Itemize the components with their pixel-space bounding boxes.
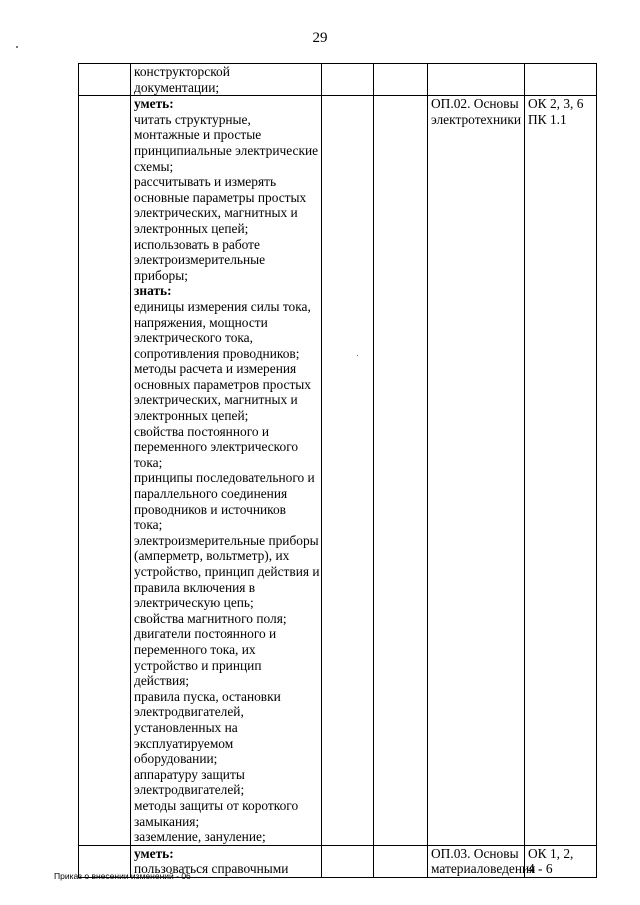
content-line: эксплуатируемом [134,735,234,751]
content-line: электродвигателей, [134,704,244,720]
content-line: правила пуска, остановки [134,688,281,704]
content-line: пользоваться справочными [134,861,289,877]
content-line: электрическую цепь; [134,595,254,611]
content-line: тока; [134,517,163,533]
content-line: напряжения, мощности [134,314,268,330]
content-line: конструкторской [134,64,230,79]
content-line: схемы; [134,158,174,174]
footer-text: Приказ о внесении изменений - 06 [54,871,191,881]
competency-line: ОК 2, 3, 6 [528,96,584,112]
content-line: замыкания; [134,813,200,829]
content-line: электронных цепей; [134,408,249,424]
empty-cell [322,96,374,846]
section-heading: уметь: [134,96,174,112]
empty-cell [322,845,374,877]
content-line: читать структурные, [134,111,251,127]
section-heading: знать: [134,283,172,299]
index-cell [79,64,131,96]
content-line: двигатели постоянного и [134,626,277,642]
empty-cell [374,96,428,846]
content-line: свойства магнитного поля; [134,610,287,626]
content-line: основные параметры простых [134,189,307,205]
content-line: устройство, принцип действия и [134,564,320,579]
discipline-cell [428,64,525,96]
discipline-cell [428,96,525,846]
section-heading: уметь: [134,845,174,861]
content-line: действия; [134,673,190,689]
competency-line: ПК 1.1 [528,111,567,127]
content-line: установленных на [134,719,238,735]
empty-cell [374,64,428,96]
content-line: основных параметров простых [134,376,311,392]
discipline-line: ОП.03. Основы [431,845,519,861]
content-line: методы защиты от короткого [134,797,299,813]
scan-speck [357,355,358,356]
content-line: принципиальные электрические [134,142,319,158]
index-cell [79,96,131,846]
content-line: устройство и принцип [134,657,262,673]
content-line: единицы измерения силы тока, [134,298,311,314]
content-line: аппаратуру защиты [134,766,245,782]
content-line: методы расчета и измерения [134,361,297,377]
content-cell [131,64,322,96]
content-line: документации; [134,79,220,95]
competency-cell [525,845,597,877]
content-line: (амперметр, вольтметр), их [134,548,290,564]
content-line: свойства постоянного и [134,423,270,439]
table-row [79,64,597,96]
empty-cell [374,845,428,877]
scan-speck [16,46,18,48]
content-line: использовать в работе [134,236,260,252]
content-line: электрического тока, [134,330,253,346]
content-line: рассчитывать и измерять [134,174,277,190]
content-line: приборы; [134,267,188,283]
content-line: заземление, зануление; [134,829,266,845]
competency-cell [525,64,597,96]
table-row [79,96,597,846]
content-line: электроизмерительные приборы [134,532,319,548]
discipline-line: электротехники [431,111,522,127]
content-cell [131,96,322,846]
content-line: электрических, магнитных и [134,205,298,221]
content-line: монтажные и простые [134,127,262,143]
content-line: переменного тока, их [134,641,256,657]
discipline-cell [428,845,536,877]
content-line: тока; [134,454,163,470]
content-line: электронных цепей; [134,220,249,236]
competency-table [78,63,597,878]
competency-cell [525,96,597,846]
content-line: принципы последовательного и [134,470,315,486]
content-line: электрических, магнитных и [134,392,298,408]
content-line: переменного электрического [134,439,299,455]
content-line: оборудовании; [134,751,218,767]
content-line: проводников и источников [134,501,286,517]
empty-cell [322,64,374,96]
competency-line: ОК 1, 2, [528,845,574,861]
discipline-line: ОП.02. Основы [431,96,519,112]
content-line: сопротивления проводников; [134,345,300,361]
page-number: 29 [312,30,328,46]
content-line: электродвигателей; [134,782,245,798]
content-line: параллельного соединения [134,486,288,502]
discipline-line: материаловедения [431,861,536,877]
competency-line: 4 - 6 [528,861,553,877]
content-line: правила включения в [134,579,256,595]
content-line: электроизмерительные [134,252,266,268]
